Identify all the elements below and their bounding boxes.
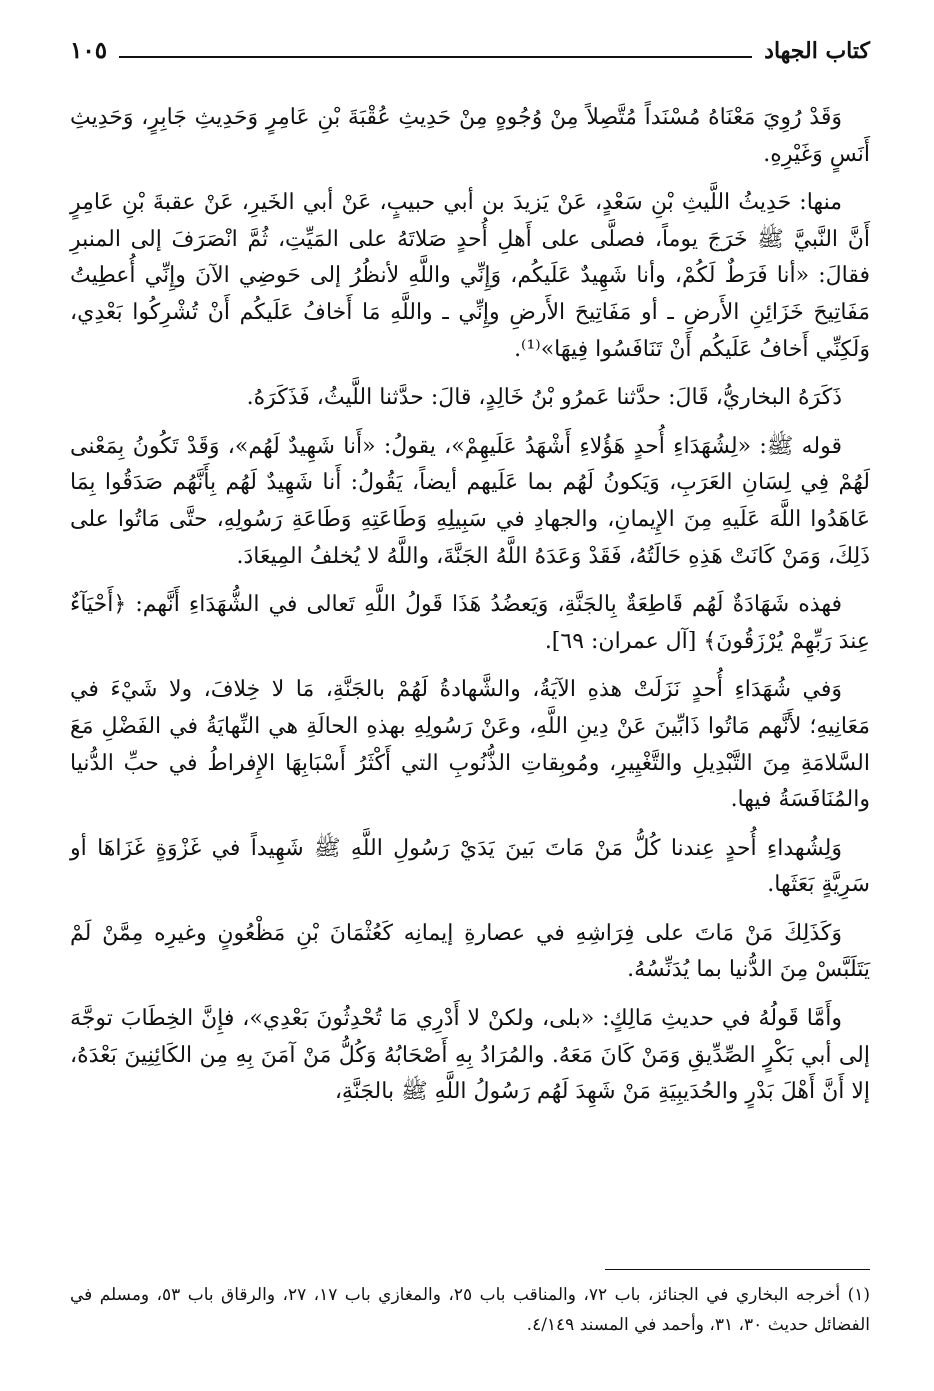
main-text: [70, 100, 870, 1123]
paragraph: ذَكَرَهُ البخاريُّ، قَالَ: حدَّثنا عَمرُو بْنُ خَالِدٍ، قالَ: حدَّثنا اللَّيثُ، فَذَكَرَهُ.: [246, 385, 842, 411]
paragraph: فهذه شَهَادَةٌ لَهُم قَاطِعَةٌ بِالجَنَّةِ، وَيَعضُدُ هَذَا قَولُ اللَّهِ تَعالى في الشُّهَدَاءِ أَنَّهم: ﴿أَحْيَآءٌ عِندَ رَبِّهِمْ يُرْزَقُونَ﴾ [آل عمران: ٦٩].: [70, 592, 870, 654]
header-rule: [119, 56, 752, 58]
footnote-separator: [605, 1269, 870, 1270]
running-title: كتاب الجهاد: [764, 38, 870, 64]
paragraph: وأَمَّا قَولُهُ في حديثِ مَالِكٍ: «بلى، ولكنْ لا أَدْرِي مَا تُحْدِثُونَ بَعْدِي»، فإِنَّ الخِطَابَ توجَّهَ إلى أبي بَكْرٍ الصِّدِّيقِ وَمَنْ كَانَ مَعَهُ. والمُرَادُ بِهِ أَصْحَابُهُ وَكُلُّ مَنْ آمَنَ بِهِ مِن الكَائِنِينَ بَعْدَهُ، إلا أَنَّ أَهْلَ بَدْرٍ والحُدَيبِيَةِ مَنْ شَهِدَ لَهُم رَسُولُ اللَّهِ ﷺ بالجَنَّةِ،: [70, 1006, 870, 1105]
paragraph: قوله ﷺ: «لِشُهَدَاءِ أُحدٍ هَؤُلاءِ أَشْهَدُ عَلَيهِمْ»، يقولُ: «أَنا شَهِيدٌ لَهُم»، وَقَدْ تَكُونُ بِمَعْنى لَهُمْ فِي لِسَانِ العَرَبِ، وَيَكونُ لَهُم بما عَلَيهم أيضاً، يَقُولُ: أَنا شَهِيدٌ لَهُم بِأَنَّهُم صَدَقُوا بِمَا عَاهَدُوا اللَّهَ عَلَيهِ مِنَ الإِيمانِ، والجهادِ في سَبِيلِهِ وَطَاعَتِهِ وَطَاعَةِ رَسُولِهِ، حتَّى مَاتُوا على ذَلِكَ، وَمَنْ كَانَتْ هَذِهِ حَالَتُهُ، فَقَدْ وَعَدَهُ اللَّهُ الجَنَّةَ، واللَّهُ لا يُخلفُ المِيعَادَ.: [70, 433, 870, 569]
page-number: ١٠٥: [70, 37, 108, 64]
paragraph: وَقَدْ رُوِيَ مَعْنَاهُ مُسْنَداً مُتَّصِلاً مِنْ وُجُوهٍ مِنْ حَدِيثِ عُقْبَةَ بْنِ عَامِرٍ وَحَدِيثِ جَابِرٍ، وَحَدِيثِ أَنَسٍ وَغَيْرِهِ.: [70, 105, 870, 167]
footnote: (١) أخرجه البخاري في الجنائز، باب ٧٢، والمناقب باب ٢٥، والمغازي باب ١٧، ٢٧، والرقاق باب ٥٣، ومسلم في الفضائل حديث ٣٠، ٣١، وأحمد في المسند ٤/١٤٩.: [70, 1285, 871, 1335]
paragraph: منها: حَدِيثُ اللَّيثِ بْنِ سَعْدٍ، عَنْ يَزيدَ بن أبي حبيبٍ، عَنْ أبي الخَيرِ، عَنْ عقبةَ بْنِ عَامِرٍ أَنَّ النَّبيَّ ﷺ خَرَجَ يوماً، فصلَّى على أَهلِ أُحدٍ صَلاتَهُ على المَيِّتِ، ثُمَّ انْصَرَفَ إلى المنبرِ فقالَ: «أنا فَرَطٌ لَكُمْ، وأنا شَهِيدٌ عَلَيكُم، وَإِنِّي واللَّهِ لأنظُرُ إلى حَوضِي الآنَ وإِنِّي أُعطِيتُ مَفَاتِيحَ خَزَائِنِ الأَرضِ ـ أو مَفَاتِيحَ الأَرضِ وإِنِّي ـ واللَّهِ مَا أَخافُ عَلَيكُم أَنْ تُشْرِكُوا بَعْدِي، وَلَكِنِّي أَخافُ عَلَيكُم أَنْ تَنَافَسُوا فِيهَا»⁽¹⁾.: [70, 190, 870, 362]
paragraph: وَكَذَلِكَ مَنْ مَاتَ على فِرَاشِهِ في عصارةِ إيمانِه كَعُثْمَانَ بْنِ مَظْعُونٍ وغيرِه مِمَّنْ لَمْ يَتَلَبَّسْ مِنَ الدُّنيا بما يُدَنِّسُهُ.: [70, 920, 870, 983]
footnotes: [70, 1280, 870, 1340]
paragraph: وَلِشُهداءِ أُحدٍ عِندنا كُلُّ مَنْ مَاتَ بَينَ يَدَيْ رَسُولِ اللَّهِ ﷺ شَهِيداً في غَزْوَةٍ غَزَاهَا أو سَرِيَّةٍ بَعَثَها.: [70, 835, 870, 898]
page-header: [70, 30, 870, 66]
paragraph: وَفي شُهَدَاءِ أُحدٍ نَزَلَتْ هذهِ الآيَةُ، والشَّهادةُ لَهُمْ بالجَنَّةِ، مَا لا خِلافَ، ولا شَيْءَ في مَعَانِيهِ؛ لأَنَّهم مَاتُوا ذَابِّينَ عَنْ دِينِ اللَّهِ، وعَنْ رَسُولِهِ بهذهِ الحالَةِ هي النِّهايَةُ في الفَضْلِ مَعَ السَّلامَةِ مِنَ التَّبْدِيلِ والتَّغْيِيرِ، ومُوبِقاتِ الذُّنُوبِ التي أَكْثَرُ أَسْبَابِهَا الإِفراطُ في حبِّ الدُّنيا والمُنَافَسَةُ فيها.: [70, 677, 870, 813]
